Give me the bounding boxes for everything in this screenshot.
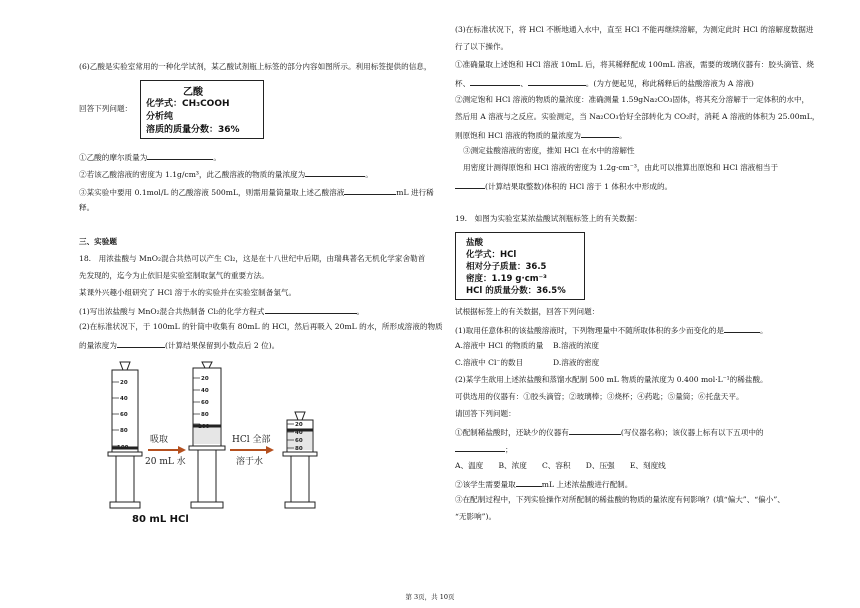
syringe3-tick-80: 80 xyxy=(295,446,303,452)
label2-mw: 相对分子质量：36.5 xyxy=(466,262,547,272)
q3-part2-line2: 然后用 A 溶液与之反应。实验测定，当 Na₂CO₃恰好全部转化为 CO₂时，消耗 A 溶液的体积为 25.00mL， xyxy=(455,112,820,121)
label1-fraction: 溶质的质量分数：36% xyxy=(146,125,240,135)
q19-option-a: A.溶液中 HCl 的物质的量 xyxy=(455,341,544,350)
syringe1-tick-40: 40 xyxy=(120,396,128,402)
q3-line1: (3)在标准状况下，将 HCl 不断地通入水中，直至 HCl 不能再继续溶解，为测定此时 HCl 的溶解度数据进 xyxy=(455,25,814,34)
label1-formula: 化学式：CH₃COOH xyxy=(146,99,230,109)
label1-name: 乙酸 xyxy=(183,87,203,98)
q6-part3-line2: 释。 xyxy=(79,203,95,212)
q19-part2-line8: ③在配制过程中，下列实验操作对所配制的稀盐酸的物质的量浓度有何影响？(填“偏大”、“偏小”、 xyxy=(455,495,785,504)
syringe-caption: 80 mL HCl xyxy=(132,514,189,525)
q3-part1-line2: 杯、 、 。(为方便起见，称此稀释后的盐酸溶液为 A 溶液) xyxy=(455,79,754,88)
q19-part2-line7: ②该学生需要量取 mL 上述浓盐酸进行配制。 xyxy=(455,480,633,489)
q18-line3: 某课外兴趣小组研究了 HCl 溶于水的实验并在实验室制备氯气。 xyxy=(79,288,297,297)
q19-part2-line5: ； xyxy=(455,443,513,455)
arrow1-top-label: 吸取 xyxy=(150,435,169,445)
q18-part2-line1: (2)在标准状况下，于 100mL 的针筒中收集有 80mL 的 HCl，然后再吸入 20mL 的水，所形成溶液的物质 xyxy=(79,322,443,331)
label2-density: 密度：1.19 g·cm⁻³ xyxy=(466,274,547,284)
label2-formula: 化学式：HCl xyxy=(466,250,517,260)
q18-part2-line2: 的量浓度为 (计算结果保留到小数点后 2 位)。 xyxy=(79,341,280,350)
q6-part3: ③某实验中要用 0.1mol/L 的乙酸溶液 500mL，则需用量筒量取上述乙酸溶液 mL 进行稀 xyxy=(79,188,434,197)
syringe1-tick-80: 80 xyxy=(120,428,128,434)
syringe1-tick-60: 60 xyxy=(120,412,128,418)
q19-intro: 19. 如图为实验室某浓盐酸试剂瓶标签上的有关数据： xyxy=(455,214,642,223)
syringe3-tick-40: 40 xyxy=(295,430,303,436)
q19-part2-line3: 请回答下列问题： xyxy=(455,409,516,418)
acetic-acid-label xyxy=(140,80,264,139)
syringe2-tick-40: 40 xyxy=(201,388,209,394)
q6-part1: ①乙酸的摩尔质量为 。 xyxy=(79,153,221,162)
arrow1-bottom-label: 20 mL 水 xyxy=(145,457,186,467)
q19-option-c: C.溶液中 Cl⁻的数目 xyxy=(455,358,524,367)
syringe2-tick-100: 100 xyxy=(198,424,210,430)
syringe3-tick-20: 20 xyxy=(295,422,303,428)
syringe2-tick-80: 80 xyxy=(201,412,209,418)
syringe1-tick-100: 100 xyxy=(117,445,129,451)
q19-part2-line4: ①配制稀盐酸时，还缺少的仪器有 (写仪器名称)；该仪器上标有以下五项中的 xyxy=(455,428,764,437)
syringe2-tick-20: 20 xyxy=(201,376,209,382)
q18-part1: (1)写出浓盐酸与 MnO₂混合共热制备 Cl₂的化学方程式 。 xyxy=(79,307,365,316)
q19-part1: (1)取用任意体积的该盐酸溶液时，下列物理量中不随所取体积的多少而变化的是 。 xyxy=(455,326,768,335)
q19-part2-line9: “无影响”)。 xyxy=(455,512,497,521)
q3-part3-line1: ③测定盐酸溶液的密度，推知 HCl 在水中的溶解性 xyxy=(463,146,635,155)
section-experiment-heading: 三、实验题 xyxy=(79,237,117,246)
q3-part2-line3: 则原饱和 HCl 溶液的物质的量浓度为 。 xyxy=(455,131,627,140)
arrow2-bottom-label: 溶于水 xyxy=(236,457,264,467)
syringe-diagram xyxy=(90,360,390,526)
q3-part1-line1: ①准确量取上述饱和 HCl 溶液 10mL 后，将其稀释配成 100mL 溶液，需要的玻璃仪器有：胶头滴管、烧 xyxy=(455,60,814,69)
syringe2-tick-60: 60 xyxy=(201,400,209,406)
q3-part3-line2: 用密度计测得原饱和 HCl 溶液的密度为 1.2g·cm⁻³，由此可以推算出原饱和 HCl 溶液相当于 xyxy=(463,163,779,172)
q6-intro: (6)乙酸是实验室常用的一种化学试剂，某乙酸试剂瓶上标签的部分内容如图所示。利用标签提供的信息， xyxy=(79,62,432,71)
q19-part2-line1: (2)某学生欲用上述浓盐酸和蒸馏水配制 500 mL 物质的量浓度为 0.400 mol·L⁻¹的稀盐酸。 xyxy=(455,375,768,384)
q18-line2: 先发现的，迄今为止依旧是实验室制取氯气的重要方法。 xyxy=(79,271,269,280)
q19-option-d: D.溶液的密度 xyxy=(553,358,600,367)
q18-line1: 18. 用浓盐酸与 MnO₂混合共热可以产生 Cl₂，这是在十八世纪中后期，由瑞典著名无机化学家舍勒首 xyxy=(79,254,426,263)
page-footer: 第 3页，共 10页 xyxy=(405,593,455,601)
q3-line2: 行了以下操作。 xyxy=(455,42,509,51)
q19-option-b: B.溶液的浓度 xyxy=(553,341,599,350)
q6-ask: 回答下列问题： xyxy=(79,104,133,113)
label2-fraction: HCl 的质量分数：36.5% xyxy=(466,286,566,296)
q19-part2-line2: 可供选用的仪器有：①胶头滴管；②玻璃棒；③烧杯；④药匙；⑤量筒；⑥托盘天平。 xyxy=(455,392,744,401)
q19-data-intro: 试根据标签上的有关数据，回答下列问题： xyxy=(455,307,600,316)
label1-grade: 分析纯 xyxy=(146,112,174,122)
label2-name: 盐酸 xyxy=(466,238,484,248)
q19-instrument-options: A、温度 B、浓度 C、容积 D、压强 E、刻度线 xyxy=(455,461,666,470)
hcl-label xyxy=(455,232,585,300)
syringe3-tick-60: 60 xyxy=(295,438,303,444)
q3-part3-line3: (计算结果取整数)体积的 HCl 溶于 1 体积水中形成的。 xyxy=(455,180,672,192)
q3-part2-line1: ②测定饱和 HCl 溶液的物质的量浓度：准确测量 1.59gNa₂CO₃固体，将其充分溶解于一定体积的水中， xyxy=(455,95,810,104)
q6-part2: ②若该乙酸溶液的密度为 1.1g/cm³，此乙酸溶液的物质的量浓度为 。 xyxy=(79,170,373,179)
arrow2-top-label: HCl 全部 xyxy=(232,435,271,445)
syringe1-tick-20: 20 xyxy=(120,380,128,386)
